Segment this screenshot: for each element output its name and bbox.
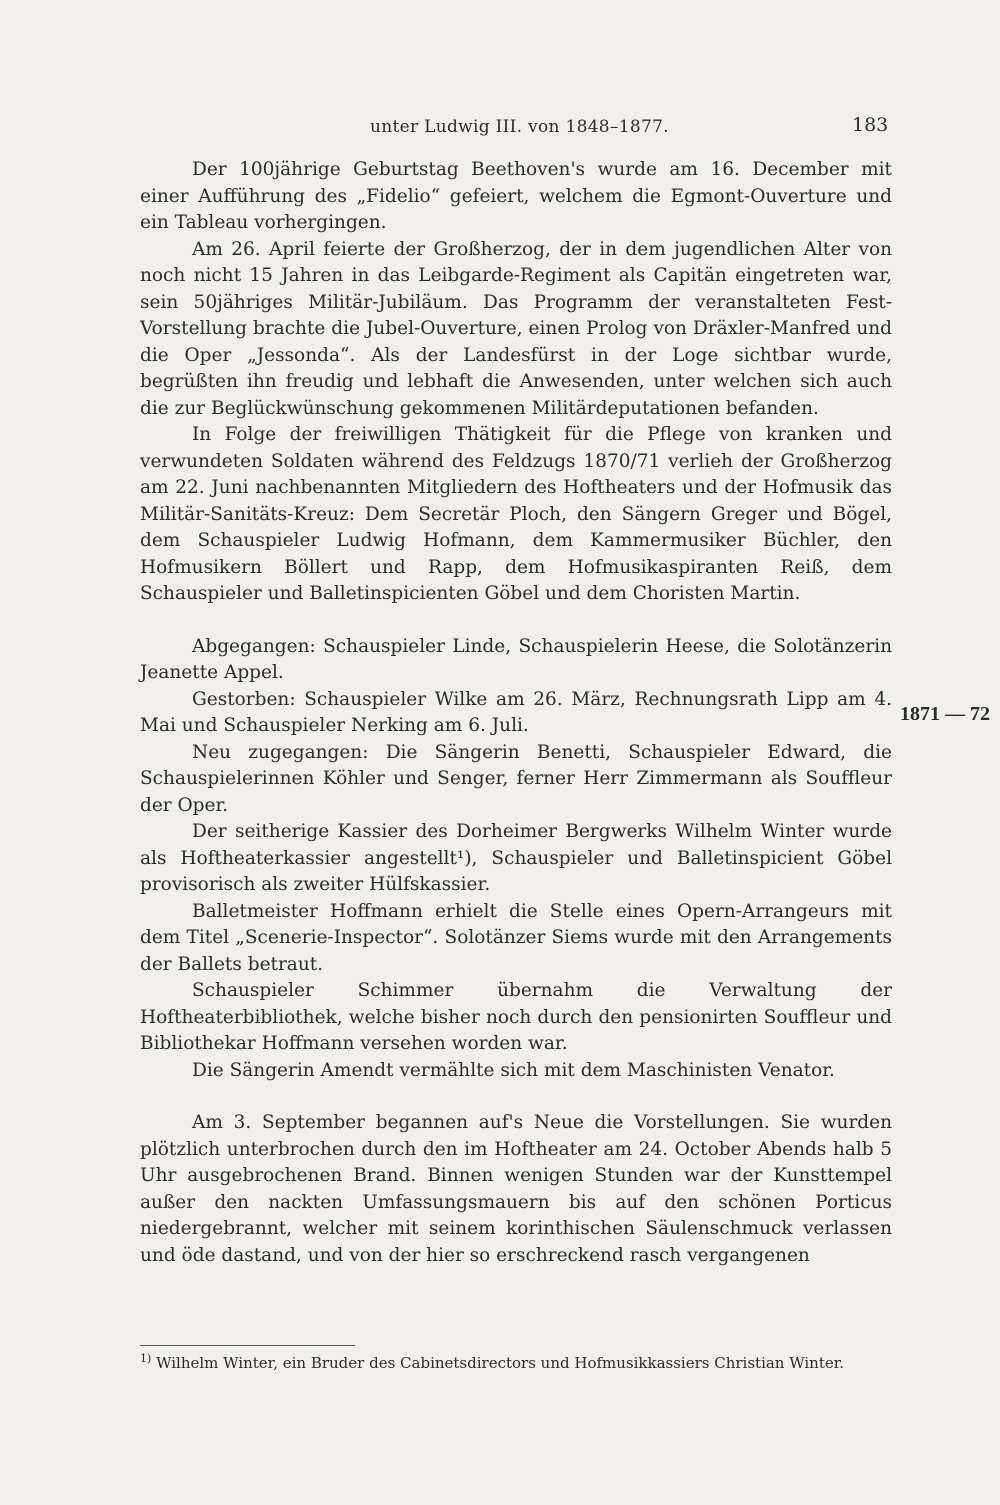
paragraph: Neu zugegangen: Die Sängerin Benetti, Schauspieler Edward, die Schauspielerinnen Köhler und Senger, ferner Herr Zimmermann als Souffleur der Oper. [140, 741, 892, 816]
paragraph: Abgegangen: Schauspieler Linde, Schauspielerin Heese, die Solotänzerin Jeanette Appel. [140, 635, 892, 683]
paragraph: Balletmeister Hoffmann erhielt die Stelle eines Opern-Arrangeurs mit dem Titel „Scenerie-Inspector“. Solotänzer Siems wurde mit den Arrangements der Ballets betraut. [140, 900, 892, 975]
margin-season-note: 1871 — 72 [900, 703, 990, 725]
paragraph: Am 26. April feierte der Großherzog, der in dem jugendlichen Alter von noch nicht 15 Jahren in das Leibgarde-Regiment als Capitän eingetreten war, sein 50jähriges Militär-Jubiläum. Das Programm der veranstalteten Fest-Vorstellung brachte die Jubel-Ouverture, einen Prolog von Dräxler-Manfred und die Oper „Jessonda“. Als der Landesfürst in der Loge sichtbar wurde, begrüßten ihn freudig und lebhaft die Anwesenden, unter welchen sich auch die zur Beglückwünschung gekommenen Militärdeputationen befanden. [140, 238, 892, 419]
running-title: unter Ludwig III. von 1848–1877. [370, 117, 669, 137]
paragraph: Schauspieler Schimmer übernahm die Verwaltung der Hoftheaterbibliothek, welche bisher noch durch den pensionirten Souffleur und Bibliothekar Hoffmann versehen worden war. [140, 980, 892, 1054]
footnote-marker: 1) [140, 1352, 152, 1365]
footnote-text: Wilhelm Winter, ein Bruder des Cabinetsdirectors und Hofmusikkassiers Christian Winter. [156, 1354, 845, 1372]
footnote-divider [140, 1345, 355, 1346]
paragraph: Die Sängerin Amendt vermählte sich mit dem Maschinisten Venator. [192, 1059, 835, 1081]
body-text [140, 157, 892, 1269]
paragraph: Am 3. September begannen auf's Neue die Vorstellungen. Sie wurden plötzlich unterbrochen durch den im Hoftheater am 24. October Abends halb 5 Uhr ausgebrochenen Brand. Binnen wenigen Stunden war der Kunsttempel außer den nackten Umfassungsmauern bis auf den schönen Porticus niedergebrannt, welcher mit seinem korinthischen Säulenschmuck verlassen und öde dastand, und von der hier so erschreckend rasch vergangenen [140, 1112, 892, 1266]
page-number: 183 [852, 114, 889, 136]
footnote [140, 1351, 892, 1375]
paragraph: Der seitherige Kassier des Dorheimer Bergwerks Wilhelm Winter wurde als Hoftheaterkassier angestellt¹), Schauspieler und Balletinspicient Göbel provisorisch als zweiter Hülfskassier. [140, 821, 892, 895]
paragraph: Gestorben: Schauspieler Wilke am 26. März, Rechnungsrath Lipp am 4. Mai und Schauspieler Nerking am 6. Juli. [140, 688, 892, 736]
paragraph: Der 100jährige Geburtstag Beethoven's wurde am 16. December mit einer Aufführung des „Fidelio“ gefeiert, welchem die Egmont-Ouverture und ein Tableau vorhergingen. [140, 159, 892, 233]
paragraph: In Folge der freiwilligen Thätigkeit für die Pflege von kranken und verwundeten Soldaten während des Feldzugs 1870/71 verlieh der Großherzog am 22. Juni nachbenannten Mitgliedern des Hoftheaters und der Hofmusik das Militär-Sanitäts-Kreuz: Dem Secretär Ploch, den Sängern Greger und Bögel, dem Schauspieler Ludwig Hofmann, dem Kammermusiker Büchler, den Hofmusikern Böllert und Rapp, dem Hofmusikaspiranten Reiß, dem Schauspieler und Balletinspicienten Göbel und dem Choristen Martin. [140, 424, 892, 604]
